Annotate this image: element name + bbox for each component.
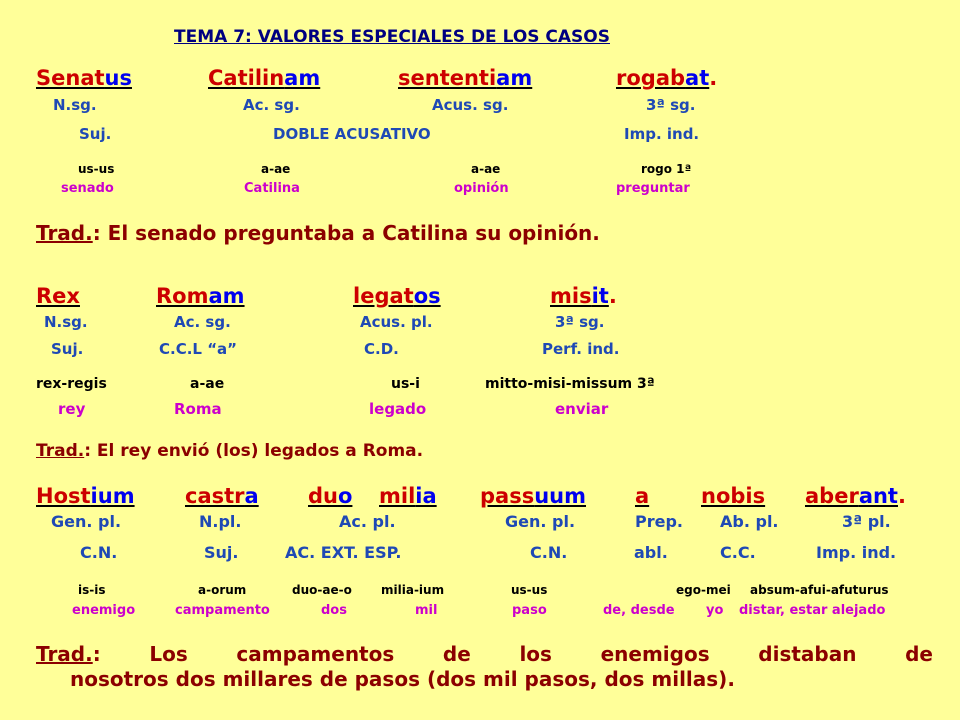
gloss: enemigo	[72, 603, 136, 618]
latin-word: a	[635, 484, 650, 508]
dictionary-entry: us-us	[78, 162, 115, 176]
gloss: Catilina	[244, 181, 300, 196]
translation-label: Trad.	[36, 441, 85, 461]
latin-word: sententiam	[398, 66, 533, 90]
latin-word: legatos	[353, 284, 441, 308]
latin-word: duo	[308, 484, 353, 508]
translation	[36, 642, 933, 666]
gloss: opinión	[454, 181, 509, 196]
latin-word: castra	[185, 484, 259, 508]
case-label: Gen. pl.	[505, 512, 576, 531]
dictionary-entry: us-us	[511, 583, 548, 597]
function-label: Suj.	[51, 340, 84, 358]
function-label: abl.	[634, 543, 668, 562]
translation-label: Trad.	[36, 642, 93, 666]
translation-line: nosotros dos millares de pasos (dos mil pasos, dos millas).	[70, 667, 735, 691]
latin-word: Hostium	[36, 484, 135, 508]
latin-word: Romam	[156, 284, 245, 308]
gloss: Roma	[174, 400, 222, 418]
dictionary-entry: ego-mei	[676, 583, 731, 597]
latin-word: aberant.	[805, 484, 906, 508]
dictionary-entry: a-ae	[190, 376, 225, 392]
gloss: senado	[61, 181, 114, 196]
case-label: N.sg.	[53, 96, 97, 114]
translation-label: Trad.	[36, 221, 93, 245]
function-label: C.C.	[720, 543, 756, 562]
dictionary-entry: is-is	[78, 583, 106, 597]
function-label: Imp. ind.	[816, 543, 897, 562]
translation-line: Trad.: Los campamentos de los enemigos distaban de	[36, 642, 933, 666]
gloss: legado	[369, 400, 427, 418]
gloss: de, desde	[603, 603, 675, 618]
latin-word: nobis	[701, 484, 766, 508]
case-label: Ac. pl.	[339, 512, 396, 531]
case-label: N.pl.	[199, 512, 242, 531]
translation: Trad.: El senado preguntaba a Catilina su opinión.	[36, 221, 600, 245]
latin-word: passuum	[480, 484, 586, 508]
gloss: preguntar	[616, 181, 690, 196]
latin-word: milia	[379, 484, 437, 508]
dictionary-entry: duo-ae-o	[292, 583, 352, 597]
function-label: Suj.	[204, 543, 239, 562]
gloss: yo	[706, 603, 724, 618]
latin-word: misit.	[550, 284, 617, 308]
case-label: 3ª sg.	[646, 96, 696, 114]
case-label: Gen. pl.	[51, 512, 122, 531]
latin-word: Rex	[36, 284, 80, 308]
latin-word: Catilinam	[208, 66, 321, 90]
case-label: 3ª sg.	[555, 313, 605, 331]
function-label: C.N.	[80, 543, 118, 562]
function-label: C.C.L “a”	[159, 340, 238, 358]
case-label: Acus. sg.	[432, 96, 509, 114]
dictionary-entry: rex-regis	[36, 376, 107, 392]
gloss: enviar	[555, 400, 609, 418]
gloss: rey	[58, 400, 86, 418]
case-label: Acus. pl.	[360, 313, 433, 331]
gloss: distar, estar alejado	[739, 603, 886, 618]
dictionary-entry: mitto-misi-missum 3ª	[485, 376, 655, 392]
case-label: 3ª pl.	[842, 512, 891, 531]
function-label: Suj.	[79, 125, 112, 143]
dictionary-entry: rogo 1ª	[641, 162, 692, 176]
latin-word: rogabat.	[616, 66, 718, 90]
dictionary-entry: a-orum	[198, 583, 247, 597]
function-label: DOBLE ACUSATIVO	[273, 125, 431, 143]
case-label: Ac. sg.	[243, 96, 300, 114]
gloss: campamento	[175, 603, 270, 618]
dictionary-entry: absum-afui-afuturus	[750, 583, 889, 597]
gloss: dos	[321, 603, 347, 618]
case-label: Prep.	[635, 512, 683, 531]
function-label: AC. EXT. ESP.	[285, 543, 402, 562]
latin-word: Senatus	[36, 66, 132, 90]
dictionary-entry: us-i	[391, 376, 420, 392]
case-label: Ab. pl.	[720, 512, 779, 531]
function-label: Perf. ind.	[542, 340, 620, 358]
translation: Trad.: El rey envió (los) legados a Roma.	[36, 441, 424, 461]
case-label: N.sg.	[44, 313, 88, 331]
function-label: C.D.	[364, 340, 399, 358]
gloss: mil	[415, 603, 438, 618]
page-title: TEMA 7: VALORES ESPECIALES DE LOS CASOS	[174, 27, 610, 47]
function-label: C.N.	[530, 543, 568, 562]
gloss: paso	[512, 603, 547, 618]
dictionary-entry: a-ae	[261, 162, 291, 176]
dictionary-entry: milia-ium	[381, 583, 445, 597]
dictionary-entry: a-ae	[471, 162, 501, 176]
function-label: Imp. ind.	[624, 125, 700, 143]
case-label: Ac. sg.	[174, 313, 231, 331]
